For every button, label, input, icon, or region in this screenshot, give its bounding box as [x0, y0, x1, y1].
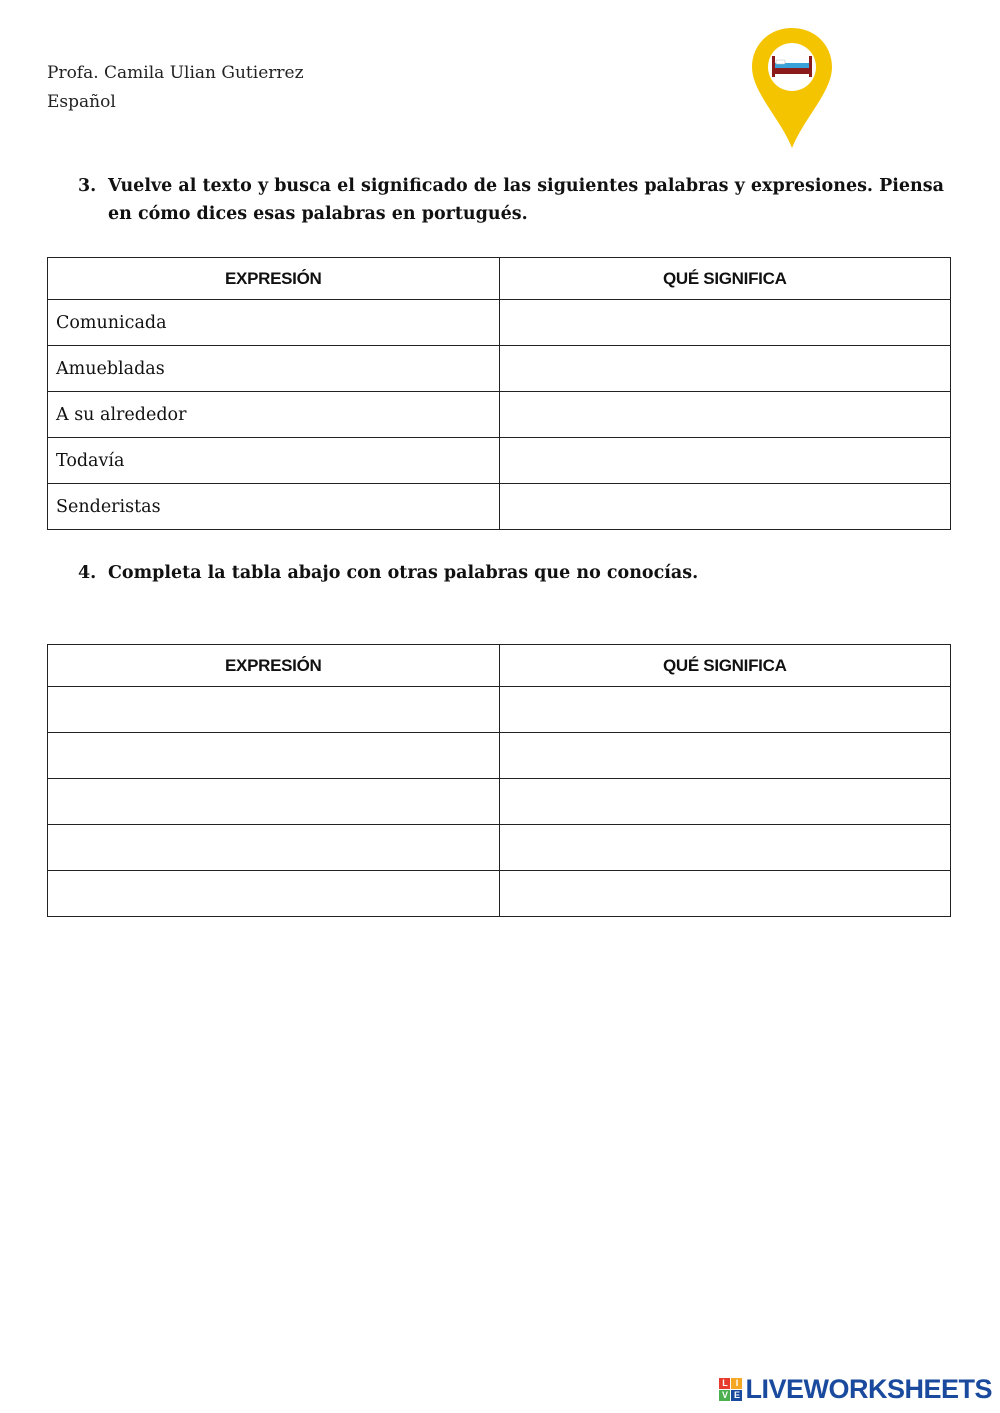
question-3	[78, 172, 958, 228]
expression-input-cell[interactable]	[48, 733, 500, 779]
expression-cell: Comunicada	[48, 300, 500, 346]
expression-input-cell[interactable]	[48, 871, 500, 917]
logo-block: E	[731, 1390, 742, 1401]
logo-block: L	[719, 1378, 730, 1389]
header-que-significa: QUÉ SIGNIFICA	[499, 645, 951, 687]
table-row	[48, 346, 951, 392]
meaning-cell[interactable]	[499, 484, 951, 530]
meaning-input-cell[interactable]	[499, 871, 951, 917]
expression-cell: Amuebladas	[48, 346, 500, 392]
question-3-number: 3.	[78, 176, 97, 196]
meaning-cell[interactable]	[499, 438, 951, 484]
table-row	[48, 438, 951, 484]
map-pin-bed-icon	[750, 26, 834, 150]
logo-blocks-icon	[719, 1378, 742, 1401]
expression-cell: A su alrededor	[48, 392, 500, 438]
table-row	[48, 871, 951, 917]
table-row	[48, 484, 951, 530]
table-row	[48, 733, 951, 779]
table-header-row	[48, 645, 951, 687]
header-expresion: EXPRESIÓN	[48, 645, 500, 687]
table-header-row	[48, 258, 951, 300]
meaning-input-cell[interactable]	[499, 779, 951, 825]
table-row	[48, 825, 951, 871]
meaning-cell[interactable]	[499, 392, 951, 438]
expression-input-cell[interactable]	[48, 825, 500, 871]
question-4	[78, 559, 958, 587]
liveworksheets-logo	[719, 1374, 992, 1405]
expression-input-cell[interactable]	[48, 687, 500, 733]
table-row	[48, 300, 951, 346]
vocabulary-table-2	[47, 644, 951, 917]
expression-cell: Senderistas	[48, 484, 500, 530]
vocabulary-table-1	[47, 257, 951, 530]
question-4-text: Completa la tabla abajo con otras palabras que no conocías.	[108, 563, 699, 583]
logo-block: V	[719, 1390, 730, 1401]
header-expresion: EXPRESIÓN	[48, 258, 500, 300]
meaning-input-cell[interactable]	[499, 733, 951, 779]
meaning-cell[interactable]	[499, 346, 951, 392]
table-row	[48, 687, 951, 733]
logo-text: LIVEWORKSHEETS	[745, 1374, 992, 1404]
meaning-input-cell[interactable]	[499, 825, 951, 871]
header-que-significa: QUÉ SIGNIFICA	[499, 258, 951, 300]
subject-name: Español	[47, 92, 116, 112]
question-3-text: Vuelve al texto y busca el significado de las siguientes palabras y expresiones. Piensa en cómo dices esas palabras en portugués.	[108, 176, 944, 224]
teacher-name: Profa. Camila Ulian Gutierrez	[47, 63, 304, 83]
expression-cell: Todavía	[48, 438, 500, 484]
table-row	[48, 392, 951, 438]
meaning-cell[interactable]	[499, 300, 951, 346]
table-row	[48, 779, 951, 825]
meaning-input-cell[interactable]	[499, 687, 951, 733]
expression-input-cell[interactable]	[48, 779, 500, 825]
logo-block: I	[731, 1378, 742, 1389]
question-4-number: 4.	[78, 563, 97, 583]
